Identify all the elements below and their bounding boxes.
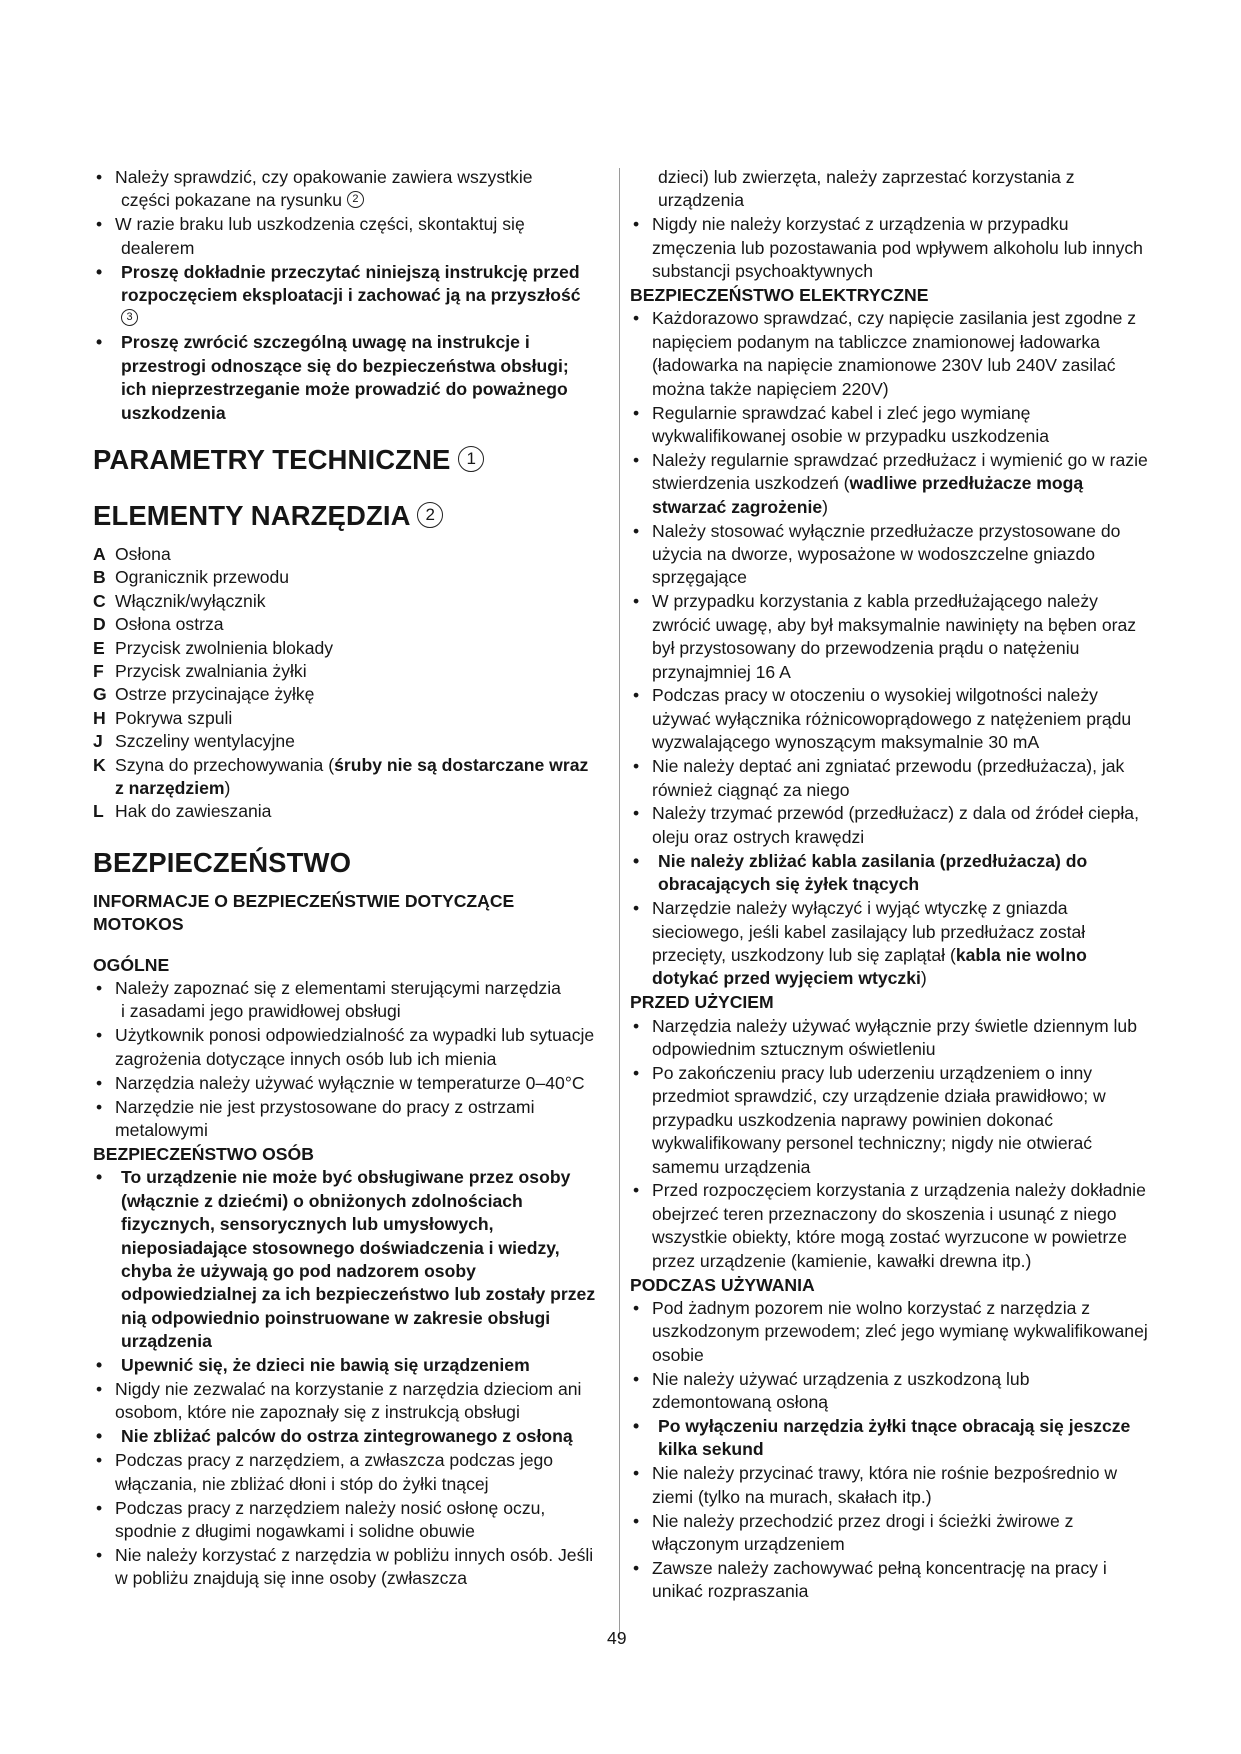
before-use-item: • Narzędzia należy używać wyłącznie przy świetle dziennym lub odpowiednim sztucznym oświetleniu — [633, 1015, 1138, 1060]
figure-ref-icon: 2 — [347, 191, 364, 208]
during-use-heading: PODCZAS UŻYWANIA — [630, 1274, 815, 1295]
electric-list — [630, 307, 1150, 990]
persons-item: • To urządzenie nie może być obsługiwane przez osoby (włącznie z dziećmi) o obniżonych zdolnościach fizycznych, sensorycznych lub umysłowych, nieposiadające stosownego doświadczenia i wiedzy, chyba że używają go pod nadzorem osoby odpowiedzialnej za ich bezpieczeństwo lub zostały przez nią odpowiednio poinstruowane w zakresie obsługi urządzenia — [96, 1167, 596, 1352]
persons-item: • Podczas pracy z narzędziem, a zwłaszcza podczas jego włączania, nie zbliżać dłoni i stóp do żyłki tnącej — [96, 1450, 554, 1494]
part-item: D Osłona ostrza — [93, 614, 224, 635]
electric-item: • Regularnie sprawdzać kabel i zleć jego wymianę wykwalifikowanej osobie w przypadku uszkodzenia — [633, 402, 1050, 446]
before-use-item: • Po zakończeniu pracy lub uderzeniu urządzeniem o inny przedmiot sprawdzić, czy urządzenie działa prawidłowo; w przypadku uszkodzenia naprawy powinien dokonać wykwalifikowany personel techniczny; nigdy nie otwierać samemu urządzenia — [633, 1062, 1106, 1177]
persons-item: • Nie należy korzystać z narzędzia w pobliżu innych osób. Jeśli w pobliżu znajdują się inne osoby (zwłaszcza — [96, 1544, 594, 1589]
part-item: L Hak do zawieszania — [93, 801, 272, 822]
electric-item: • W przypadku korzystania z kabla przedłużającego należy zwrócić uwagę, aby był maksymalnie nawinięty na bęben oraz był przystosowany do przewodzenia prądu o natężeniu przynajmniej 16 A — [633, 591, 1137, 682]
general-list — [93, 977, 598, 1142]
left-column — [93, 166, 598, 1591]
part-item: H Pokrywa szpuli — [93, 707, 233, 728]
persons-heading: BEZPIECZEŃSTWO OSÓB — [93, 1143, 314, 1164]
before-use-heading: PRZED UŻYCIEM — [630, 992, 774, 1013]
during-use-item: • Pod żadnym pozorem nie wolno korzystać z narzędzia z uszkodzonym przewodem; zleć jego wymianę wykwalifikowanej osobie — [633, 1298, 1148, 1365]
intro-list — [93, 166, 598, 425]
electric-item: • Podczas pracy w otoczeniu o wysokiej wilgotności należy używać wyłącznika różnicowoprądowego z natężeniem prądu wyzwalającego wynoszącym maksymalnie 30 mA — [633, 685, 1132, 753]
part-item: G Ostrze przycinające żyłkę — [93, 684, 315, 705]
part-item: A Osłona — [93, 543, 171, 564]
general-item: • Narzędzia należy używać wyłącznie w temperaturze 0–40°C — [96, 1072, 585, 1093]
electric-item: • Należy trzymać przewód (przedłużacz) z dala od źródeł ciepła, oleju oraz ostrych krawędzi — [633, 803, 1139, 847]
general-heading: OGÓLNE — [93, 954, 170, 975]
electric-item: • Nie należy deptać ani zgniatać przewodu (przedłużacza), jak również ciągnąć za niego — [633, 756, 1125, 800]
before-use-list — [630, 1015, 1150, 1273]
figure-ref-icon: 1 — [458, 446, 484, 472]
column-divider — [619, 168, 620, 1638]
heading-tool-elements: ELEMENTY NARZĘDZIA 2 — [93, 499, 598, 533]
persons-item-continued: dzieci) lub zwierzęta, należy zaprzestać korzystania z urządzenia — [658, 167, 1075, 211]
right-column — [630, 166, 1150, 1604]
during-use-item: • Zawsze należy zachowywać pełną koncentrację na pracy i unikać rozpraszania — [633, 1557, 1107, 1602]
intro-item: • W razie braku lub uszkodzenia części, skontaktuj się dealerem — [96, 214, 525, 258]
parts-list — [93, 543, 598, 824]
before-use-item: • Przed rozpoczęciem korzystania z urządzenia należy dokładnie obejrzeć teren przeznaczony do skoszenia i usunąć z niego wszystkie obiekty, które mogą zostać wyrzucone w powietrze przez urządzenie (kamienie, kawałki drewna itp.) — [633, 1180, 1146, 1271]
general-item: • Narzędzie nie jest przystosowane do pracy z ostrzami metalowymi — [96, 1096, 535, 1140]
intro-item: • Należy sprawdzić, czy opakowanie zawiera wszystkie części pokazane na rysunku 2 — [96, 167, 533, 211]
electric-item: • Każdorazowo sprawdzać, czy napięcie zasilania jest zgodne z napięciem podanym na tabliczce znamionowej ładowarka (ładowarka na napięcie znamionowe 230V lub 240V zasilać można także napięciem 220V) — [633, 308, 1137, 399]
during-use-item: • Nie należy przechodzić przez drogi i ścieżki żwirowe z włączonym urządzeniem — [633, 1510, 1074, 1555]
part-item: E Przycisk zwolnienia blokady — [93, 637, 334, 658]
during-use-list — [630, 1297, 1150, 1604]
persons-item: • Nigdy nie należy korzystać z urządzenia w przypadku zmęczenia lub pozostawania pod wpływem alkoholu lub innych substancji psychoaktywnych — [633, 214, 1143, 282]
persons-item: • Nie zbliżać palców do ostrza zintegrowanego z osłoną — [96, 1426, 573, 1447]
part-item: F Przycisk zwalniania żyłki — [93, 661, 307, 681]
heading-technical-parameters: PARAMETRY TECHNICZNE 1 — [93, 443, 598, 477]
intro-item: • Proszę zwrócić szczególną uwagę na instrukcje i przestrogi odnoszące się do bezpieczeństwa obsługi; ich nieprzestrzeganie może prowadzić do poważnego uszkodzenia — [96, 332, 569, 423]
persons-item: • Nigdy nie zezwalać na korzystanie z narzędzia dzieciom ani osobom, które nie zapoznały się z instrukcją obsługi — [96, 1378, 582, 1423]
during-use-item: • Nie należy przycinać trawy, która nie rośnie bezpośrednio w ziemi (tylko na murach, skałach itp.) — [633, 1463, 1118, 1507]
safety-info-heading: INFORMACJE O BEZPIECZEŃSTWIE DOTYCZĄCE MOTOKOS — [93, 890, 515, 935]
electric-item: • Należy regularnie sprawdzać przedłużacz i wymienić go w razie stwierdzenia uszkodzeń (wadliwe przedłużacze mogą stwarzać zagrożenie) — [633, 449, 1148, 517]
part-item: J Szczeliny wentylacyjne — [93, 731, 295, 752]
electric-item: • Narzędzie należy wyłączyć i wyjąć wtyczkę z gniazda sieciowego, jeśli kabel zasilający lub przedłużacz został przecięty, uszkodzony lub się zaplątał (kabla nie wolno dotykać przed wyjęciem wtyczki) — [633, 898, 1087, 989]
during-use-item: • Po wyłączeniu narzędzia żyłki tnące obracają się jeszcze kilka sekund — [633, 1416, 1131, 1460]
persons-continued-list — [630, 166, 1150, 284]
persons-list — [93, 1166, 598, 1590]
heading-safety: BEZPIECZEŃSTWO — [93, 846, 352, 878]
electric-item: • Należy stosować wyłącznie przedłużacze przystosowane do użycia na dworze, wyposażone w wodoszczelne gniazdo sprzęgające — [633, 520, 1121, 588]
part-item: B Ogranicznik przewodu — [93, 567, 290, 588]
persons-item: • Upewnić się, że dzieci nie bawią się urządzeniem — [96, 1355, 530, 1376]
intro-item: • Proszę dokładnie przeczytać niniejszą instrukcję przed rozpoczęciem eksploatacji i zachować ją na przyszłość 3 — [93, 261, 598, 331]
persons-item: • Podczas pracy z narzędziem należy nosić osłonę oczu, spodnie z długimi nogawkami i solidne obuwie — [96, 1497, 546, 1541]
part-item: C Włącznik/wyłącznik — [93, 590, 266, 611]
part-item: K Szyna do przechowywania (śruby nie są dostarczane wraz z narzędziem) — [93, 754, 589, 799]
general-item: • Użytkownik ponosi odpowiedzialność za wypadki lub sytuacje zagrożenia dotyczące innych osób lub ich mienia — [96, 1025, 595, 1069]
page-number: 49 — [607, 1628, 627, 1648]
figure-ref-icon: 2 — [417, 502, 443, 528]
electric-item: • Nie należy zbliżać kabla zasilania (przedłużacza) do obracających się żyłek tnących — [633, 850, 1088, 895]
electric-heading: BEZPIECZEŃSTWO ELEKTRYCZNE — [630, 285, 929, 306]
general-item: • Należy zapoznać się z elementami sterującymi narzędzia i zasadami jego prawidłowej obsługi — [96, 978, 561, 1022]
figure-ref-icon: 3 — [121, 309, 138, 326]
during-use-item: • Nie należy używać urządzenia z uszkodzoną lub zdemontowaną osłoną — [633, 1368, 1030, 1413]
